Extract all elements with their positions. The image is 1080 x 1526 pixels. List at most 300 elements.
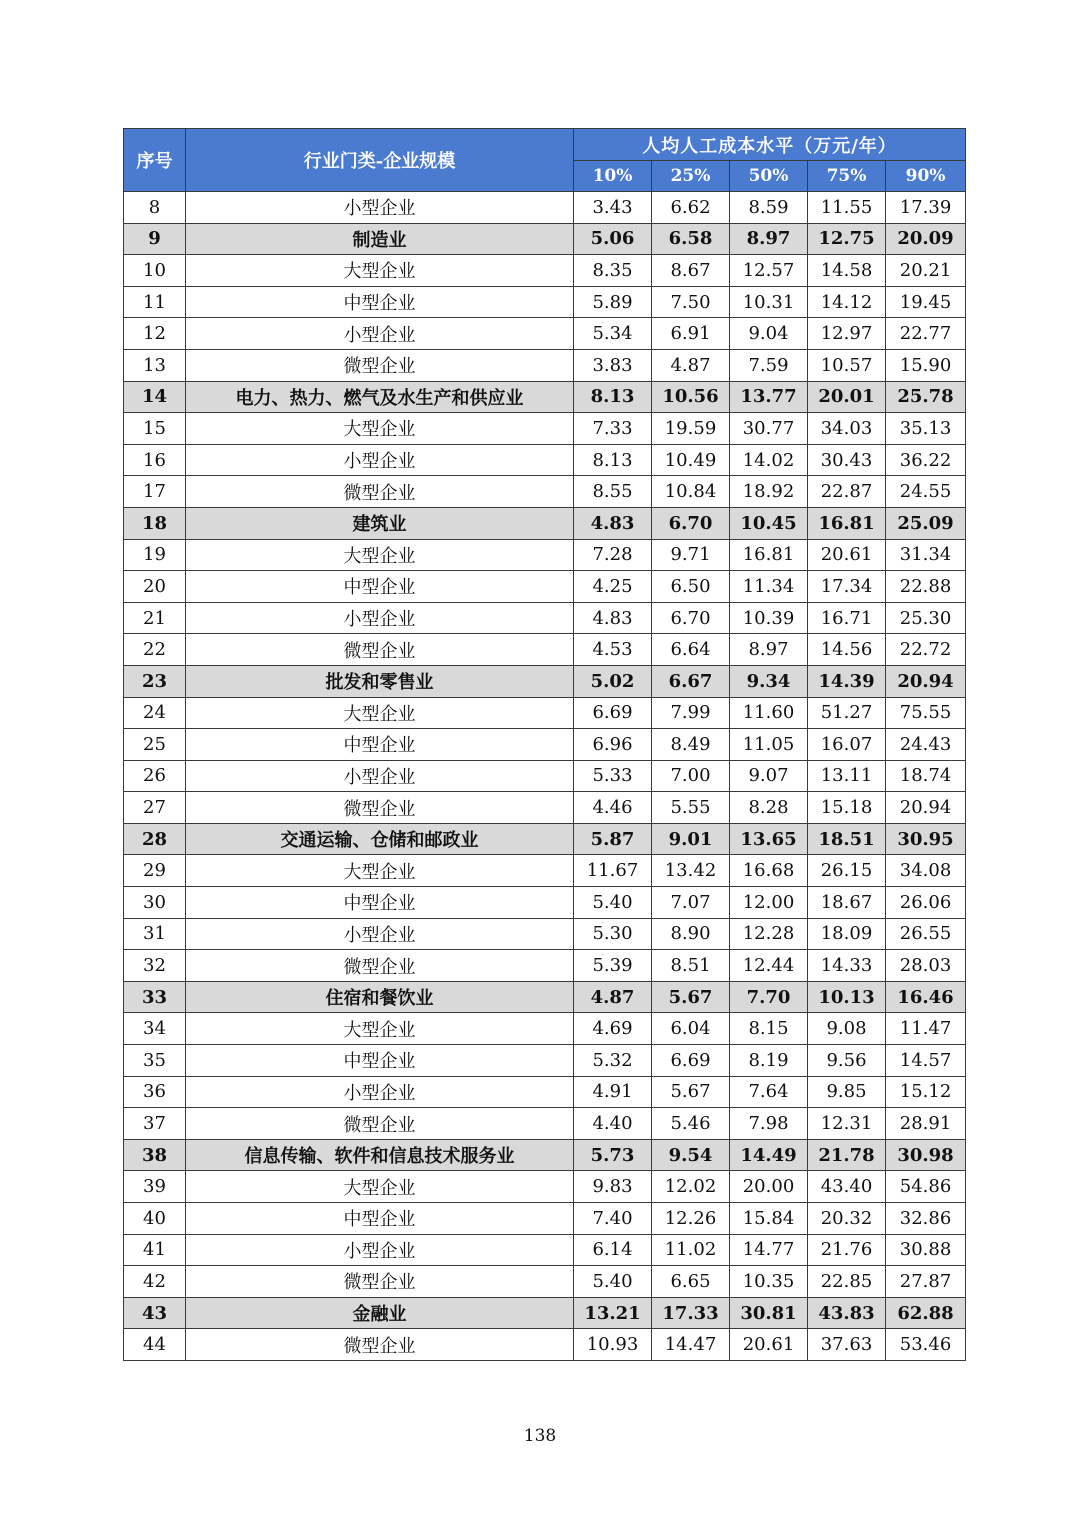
row-serial-number: 38 (124, 1139, 186, 1171)
table-row (124, 349, 966, 381)
enterprise-scale-name: 小型企业 (186, 918, 574, 950)
cost-value-p90: 25.78 (886, 381, 966, 413)
cost-value-p10: 4.40 (574, 1108, 652, 1140)
cost-value-p10: 5.40 (574, 1266, 652, 1298)
cost-value-p10: 5.73 (574, 1139, 652, 1171)
cost-value-p90: 54.86 (886, 1171, 966, 1203)
cost-value-p10: 4.83 (574, 602, 652, 634)
header-serial-number: 序号 (124, 129, 186, 192)
cost-value-p50: 12.44 (730, 950, 808, 982)
cost-value-p90: 22.77 (886, 318, 966, 350)
cost-value-p25: 6.64 (652, 634, 730, 666)
cost-value-p90: 11.47 (886, 1013, 966, 1045)
cost-value-p50: 8.97 (730, 223, 808, 255)
cost-value-p75: 17.34 (808, 571, 886, 603)
cost-value-p50: 13.65 (730, 823, 808, 855)
cost-value-p25: 6.67 (652, 665, 730, 697)
header-percentile-90: 90% (886, 161, 966, 192)
cost-value-p75: 9.85 (808, 1076, 886, 1108)
row-serial-number: 19 (124, 539, 186, 571)
enterprise-scale-name: 大型企业 (186, 697, 574, 729)
cost-value-p50: 14.02 (730, 444, 808, 476)
row-serial-number: 17 (124, 476, 186, 508)
row-serial-number: 41 (124, 1234, 186, 1266)
enterprise-scale-name: 微型企业 (186, 349, 574, 381)
cost-value-p10: 9.83 (574, 1171, 652, 1203)
cost-value-p25: 7.99 (652, 697, 730, 729)
industry-category-name: 建筑业 (186, 507, 574, 539)
cost-value-p90: 27.87 (886, 1266, 966, 1298)
cost-value-p10: 5.02 (574, 665, 652, 697)
enterprise-scale-name: 小型企业 (186, 192, 574, 224)
cost-value-p75: 37.63 (808, 1329, 886, 1361)
table-header (124, 129, 966, 192)
cost-value-p10: 13.21 (574, 1297, 652, 1329)
cost-value-p90: 26.55 (886, 918, 966, 950)
cost-value-p25: 9.71 (652, 539, 730, 571)
cost-value-p90: 20.21 (886, 255, 966, 287)
cost-value-p75: 43.83 (808, 1297, 886, 1329)
header-percentile-75: 75% (808, 161, 886, 192)
row-serial-number: 20 (124, 571, 186, 603)
cost-value-p10: 6.96 (574, 729, 652, 761)
table-row (124, 729, 966, 761)
cost-value-p25: 10.56 (652, 381, 730, 413)
enterprise-scale-name: 小型企业 (186, 602, 574, 634)
cost-value-p75: 14.39 (808, 665, 886, 697)
table-row (124, 318, 966, 350)
cost-value-p25: 10.49 (652, 444, 730, 476)
cost-value-p50: 10.35 (730, 1266, 808, 1298)
enterprise-scale-name: 大型企业 (186, 1171, 574, 1203)
cost-value-p75: 20.61 (808, 539, 886, 571)
cost-value-p10: 4.91 (574, 1076, 652, 1108)
table-row (124, 413, 966, 445)
cost-value-p75: 18.09 (808, 918, 886, 950)
cost-value-p10: 8.35 (574, 255, 652, 287)
table-row (124, 255, 966, 287)
enterprise-scale-name: 大型企业 (186, 413, 574, 445)
enterprise-scale-name: 微型企业 (186, 476, 574, 508)
cost-value-p25: 12.26 (652, 1203, 730, 1235)
cost-value-p50: 30.77 (730, 413, 808, 445)
cost-value-p50: 12.28 (730, 918, 808, 950)
cost-value-p50: 16.81 (730, 539, 808, 571)
page-number: 138 (523, 1426, 557, 1446)
row-serial-number: 26 (124, 760, 186, 792)
category-row (124, 823, 966, 855)
cost-value-p50: 12.57 (730, 255, 808, 287)
cost-value-p50: 15.84 (730, 1203, 808, 1235)
cost-value-p75: 21.76 (808, 1234, 886, 1266)
enterprise-scale-name: 大型企业 (186, 539, 574, 571)
cost-value-p25: 6.70 (652, 507, 730, 539)
cost-value-p90: 31.34 (886, 539, 966, 571)
table-row (124, 571, 966, 603)
cost-value-p50: 10.31 (730, 286, 808, 318)
cost-value-p25: 5.55 (652, 792, 730, 824)
cost-value-p10: 4.53 (574, 634, 652, 666)
table-row (124, 887, 966, 919)
table-row (124, 760, 966, 792)
cost-value-p10: 7.40 (574, 1203, 652, 1235)
cost-value-p50: 7.59 (730, 349, 808, 381)
cost-value-p25: 6.50 (652, 571, 730, 603)
row-serial-number: 39 (124, 1171, 186, 1203)
cost-value-p75: 10.13 (808, 981, 886, 1013)
cost-value-p50: 11.34 (730, 571, 808, 603)
cost-value-p10: 11.67 (574, 855, 652, 887)
cost-value-p25: 6.58 (652, 223, 730, 255)
cost-value-p90: 75.55 (886, 697, 966, 729)
row-serial-number: 36 (124, 1076, 186, 1108)
industry-category-name: 电力、热力、燃气及水生产和供应业 (186, 381, 574, 413)
cost-value-p90: 25.30 (886, 602, 966, 634)
row-serial-number: 34 (124, 1013, 186, 1045)
row-serial-number: 31 (124, 918, 186, 950)
cost-value-p75: 22.87 (808, 476, 886, 508)
row-serial-number: 21 (124, 602, 186, 634)
industry-category-name: 金融业 (186, 1297, 574, 1329)
cost-value-p75: 51.27 (808, 697, 886, 729)
cost-value-p90: 25.09 (886, 507, 966, 539)
cost-value-p50: 8.15 (730, 1013, 808, 1045)
cost-value-p25: 6.69 (652, 1045, 730, 1077)
cost-value-p25: 6.62 (652, 192, 730, 224)
cost-value-p90: 35.13 (886, 413, 966, 445)
cost-value-p25: 5.46 (652, 1108, 730, 1140)
cost-value-p25: 8.67 (652, 255, 730, 287)
cost-value-p25: 6.91 (652, 318, 730, 350)
cost-value-p25: 9.54 (652, 1139, 730, 1171)
cost-value-p25: 5.67 (652, 1076, 730, 1108)
cost-value-p25: 8.51 (652, 950, 730, 982)
cost-table-container (123, 128, 965, 1361)
cost-value-p25: 8.90 (652, 918, 730, 950)
enterprise-scale-name: 中型企业 (186, 887, 574, 919)
industry-category-name: 交通运输、仓储和邮政业 (186, 823, 574, 855)
cost-value-p90: 34.08 (886, 855, 966, 887)
enterprise-scale-name: 中型企业 (186, 571, 574, 603)
cost-value-p90: 24.43 (886, 729, 966, 761)
cost-value-p90: 30.95 (886, 823, 966, 855)
table-row (124, 1045, 966, 1077)
cost-value-p75: 12.97 (808, 318, 886, 350)
cost-value-p25: 7.00 (652, 760, 730, 792)
cost-value-p50: 13.77 (730, 381, 808, 413)
cost-value-p75: 18.67 (808, 887, 886, 919)
cost-value-p25: 6.65 (652, 1266, 730, 1298)
cost-value-p75: 10.57 (808, 349, 886, 381)
table-row (124, 855, 966, 887)
row-serial-number: 13 (124, 349, 186, 381)
row-serial-number: 11 (124, 286, 186, 318)
header-industry-scale: 行业门类-企业规模 (186, 129, 574, 192)
cost-value-p75: 15.18 (808, 792, 886, 824)
cost-value-p75: 11.55 (808, 192, 886, 224)
cost-value-p25: 6.04 (652, 1013, 730, 1045)
cost-value-p50: 9.34 (730, 665, 808, 697)
table-row (124, 1266, 966, 1298)
row-serial-number: 40 (124, 1203, 186, 1235)
cost-value-p25: 8.49 (652, 729, 730, 761)
cost-value-p75: 43.40 (808, 1171, 886, 1203)
cost-value-p90: 22.72 (886, 634, 966, 666)
cost-value-p90: 15.90 (886, 349, 966, 381)
row-serial-number: 42 (124, 1266, 186, 1298)
cost-value-p10: 5.34 (574, 318, 652, 350)
header-cost-level-group: 人均人工成本水平（万元/年） (574, 129, 966, 161)
cost-value-p10: 7.28 (574, 539, 652, 571)
category-row (124, 507, 966, 539)
category-row (124, 981, 966, 1013)
enterprise-scale-name: 大型企业 (186, 1013, 574, 1045)
row-serial-number: 25 (124, 729, 186, 761)
table-body (124, 192, 966, 1361)
cost-value-p50: 20.61 (730, 1329, 808, 1361)
cost-value-p90: 28.91 (886, 1108, 966, 1140)
enterprise-scale-name: 中型企业 (186, 1203, 574, 1235)
cost-value-p90: 28.03 (886, 950, 966, 982)
row-serial-number: 28 (124, 823, 186, 855)
row-serial-number: 23 (124, 665, 186, 697)
category-row (124, 223, 966, 255)
cost-value-p10: 5.89 (574, 286, 652, 318)
cost-value-p75: 13.11 (808, 760, 886, 792)
enterprise-scale-name: 微型企业 (186, 1108, 574, 1140)
cost-value-p75: 9.08 (808, 1013, 886, 1045)
cost-value-p50: 16.68 (730, 855, 808, 887)
labor-cost-table (123, 128, 966, 1361)
table-row (124, 1171, 966, 1203)
row-serial-number: 27 (124, 792, 186, 824)
industry-category-name: 批发和零售业 (186, 665, 574, 697)
cost-value-p90: 26.06 (886, 887, 966, 919)
industry-category-name: 信息传输、软件和信息技术服务业 (186, 1139, 574, 1171)
table-row (124, 192, 966, 224)
table-row (124, 444, 966, 476)
row-serial-number: 8 (124, 192, 186, 224)
table-row (124, 602, 966, 634)
table-row (124, 476, 966, 508)
cost-value-p10: 8.13 (574, 444, 652, 476)
cost-value-p10: 4.87 (574, 981, 652, 1013)
category-row (124, 665, 966, 697)
cost-value-p10: 3.43 (574, 192, 652, 224)
cost-value-p25: 5.67 (652, 981, 730, 1013)
cost-value-p50: 10.45 (730, 507, 808, 539)
cost-value-p50: 9.04 (730, 318, 808, 350)
cost-value-p75: 21.78 (808, 1139, 886, 1171)
cost-value-p10: 6.14 (574, 1234, 652, 1266)
cost-value-p10: 5.40 (574, 887, 652, 919)
cost-value-p90: 30.88 (886, 1234, 966, 1266)
cost-value-p50: 8.28 (730, 792, 808, 824)
enterprise-scale-name: 微型企业 (186, 634, 574, 666)
category-row (124, 1297, 966, 1329)
cost-value-p10: 7.33 (574, 413, 652, 445)
cost-value-p50: 7.98 (730, 1108, 808, 1140)
cost-value-p10: 4.46 (574, 792, 652, 824)
cost-value-p75: 16.81 (808, 507, 886, 539)
table-row (124, 634, 966, 666)
cost-value-p10: 5.30 (574, 918, 652, 950)
cost-value-p50: 11.60 (730, 697, 808, 729)
enterprise-scale-name: 微型企业 (186, 1329, 574, 1361)
row-serial-number: 18 (124, 507, 186, 539)
cost-value-p10: 5.06 (574, 223, 652, 255)
row-serial-number: 9 (124, 223, 186, 255)
row-serial-number: 44 (124, 1329, 186, 1361)
row-serial-number: 24 (124, 697, 186, 729)
row-serial-number: 10 (124, 255, 186, 287)
enterprise-scale-name: 微型企业 (186, 792, 574, 824)
enterprise-scale-name: 微型企业 (186, 1266, 574, 1298)
enterprise-scale-name: 大型企业 (186, 255, 574, 287)
cost-value-p10: 5.39 (574, 950, 652, 982)
cost-value-p75: 22.85 (808, 1266, 886, 1298)
cost-value-p75: 34.03 (808, 413, 886, 445)
cost-value-p90: 62.88 (886, 1297, 966, 1329)
table-row (124, 539, 966, 571)
enterprise-scale-name: 小型企业 (186, 1076, 574, 1108)
cost-value-p75: 20.01 (808, 381, 886, 413)
table-row (124, 1234, 966, 1266)
enterprise-scale-name: 微型企业 (186, 950, 574, 982)
cost-value-p10: 10.93 (574, 1329, 652, 1361)
enterprise-scale-name: 中型企业 (186, 286, 574, 318)
cost-value-p25: 11.02 (652, 1234, 730, 1266)
cost-value-p75: 20.32 (808, 1203, 886, 1235)
enterprise-scale-name: 中型企业 (186, 729, 574, 761)
row-serial-number: 30 (124, 887, 186, 919)
cost-value-p10: 8.13 (574, 381, 652, 413)
cost-value-p50: 14.49 (730, 1139, 808, 1171)
cost-value-p90: 53.46 (886, 1329, 966, 1361)
cost-value-p75: 16.07 (808, 729, 886, 761)
cost-value-p10: 4.83 (574, 507, 652, 539)
table-row (124, 792, 966, 824)
cost-value-p25: 13.42 (652, 855, 730, 887)
cost-value-p50: 11.05 (730, 729, 808, 761)
cost-value-p50: 8.97 (730, 634, 808, 666)
cost-value-p90: 14.57 (886, 1045, 966, 1077)
table-row (124, 1108, 966, 1140)
row-serial-number: 12 (124, 318, 186, 350)
cost-value-p25: 7.50 (652, 286, 730, 318)
enterprise-scale-name: 大型企业 (186, 855, 574, 887)
table-row (124, 918, 966, 950)
enterprise-scale-name: 小型企业 (186, 318, 574, 350)
cost-value-p90: 17.39 (886, 192, 966, 224)
enterprise-scale-name: 小型企业 (186, 1234, 574, 1266)
header-percentile-10: 10% (574, 161, 652, 192)
cost-value-p90: 32.86 (886, 1203, 966, 1235)
header-percentile-50: 50% (730, 161, 808, 192)
cost-value-p90: 20.94 (886, 665, 966, 697)
table-row (124, 1076, 966, 1108)
table-row (124, 1013, 966, 1045)
cost-value-p10: 4.69 (574, 1013, 652, 1045)
header-percentile-25: 25% (652, 161, 730, 192)
cost-value-p75: 12.75 (808, 223, 886, 255)
cost-value-p75: 14.12 (808, 286, 886, 318)
cost-value-p90: 24.55 (886, 476, 966, 508)
cost-value-p25: 19.59 (652, 413, 730, 445)
cost-value-p25: 7.07 (652, 887, 730, 919)
row-serial-number: 43 (124, 1297, 186, 1329)
cost-value-p10: 6.69 (574, 697, 652, 729)
row-serial-number: 22 (124, 634, 186, 666)
cost-value-p50: 7.70 (730, 981, 808, 1013)
row-serial-number: 37 (124, 1108, 186, 1140)
cost-value-p75: 16.71 (808, 602, 886, 634)
cost-value-p25: 12.02 (652, 1171, 730, 1203)
cost-value-p25: 6.70 (652, 602, 730, 634)
row-serial-number: 14 (124, 381, 186, 413)
cost-value-p50: 8.59 (730, 192, 808, 224)
category-row (124, 1139, 966, 1171)
row-serial-number: 16 (124, 444, 186, 476)
cost-value-p50: 20.00 (730, 1171, 808, 1203)
cost-value-p90: 20.94 (886, 792, 966, 824)
row-serial-number: 33 (124, 981, 186, 1013)
cost-value-p50: 9.07 (730, 760, 808, 792)
cost-value-p25: 4.87 (652, 349, 730, 381)
table-row (124, 950, 966, 982)
enterprise-scale-name: 小型企业 (186, 444, 574, 476)
cost-value-p90: 16.46 (886, 981, 966, 1013)
enterprise-scale-name: 小型企业 (186, 760, 574, 792)
cost-value-p75: 18.51 (808, 823, 886, 855)
cost-value-p10: 5.33 (574, 760, 652, 792)
cost-value-p75: 14.33 (808, 950, 886, 982)
cost-value-p75: 30.43 (808, 444, 886, 476)
cost-value-p90: 30.98 (886, 1139, 966, 1171)
category-row (124, 381, 966, 413)
table-row (124, 1203, 966, 1235)
cost-value-p50: 30.81 (730, 1297, 808, 1329)
cost-value-p90: 18.74 (886, 760, 966, 792)
cost-value-p75: 14.58 (808, 255, 886, 287)
cost-value-p25: 14.47 (652, 1329, 730, 1361)
cost-value-p75: 14.56 (808, 634, 886, 666)
cost-value-p10: 3.83 (574, 349, 652, 381)
cost-value-p10: 5.87 (574, 823, 652, 855)
cost-value-p75: 26.15 (808, 855, 886, 887)
table-row (124, 1329, 966, 1361)
cost-value-p25: 17.33 (652, 1297, 730, 1329)
cost-value-p25: 10.84 (652, 476, 730, 508)
cost-value-p90: 36.22 (886, 444, 966, 476)
cost-value-p90: 20.09 (886, 223, 966, 255)
row-serial-number: 15 (124, 413, 186, 445)
table-row (124, 697, 966, 729)
cost-value-p10: 5.32 (574, 1045, 652, 1077)
cost-value-p50: 8.19 (730, 1045, 808, 1077)
enterprise-scale-name: 中型企业 (186, 1045, 574, 1077)
row-serial-number: 29 (124, 855, 186, 887)
table-row (124, 286, 966, 318)
row-serial-number: 35 (124, 1045, 186, 1077)
cost-value-p25: 9.01 (652, 823, 730, 855)
industry-category-name: 住宿和餐饮业 (186, 981, 574, 1013)
cost-value-p50: 7.64 (730, 1076, 808, 1108)
cost-value-p75: 9.56 (808, 1045, 886, 1077)
cost-value-p75: 12.31 (808, 1108, 886, 1140)
cost-value-p90: 22.88 (886, 571, 966, 603)
cost-value-p50: 18.92 (730, 476, 808, 508)
